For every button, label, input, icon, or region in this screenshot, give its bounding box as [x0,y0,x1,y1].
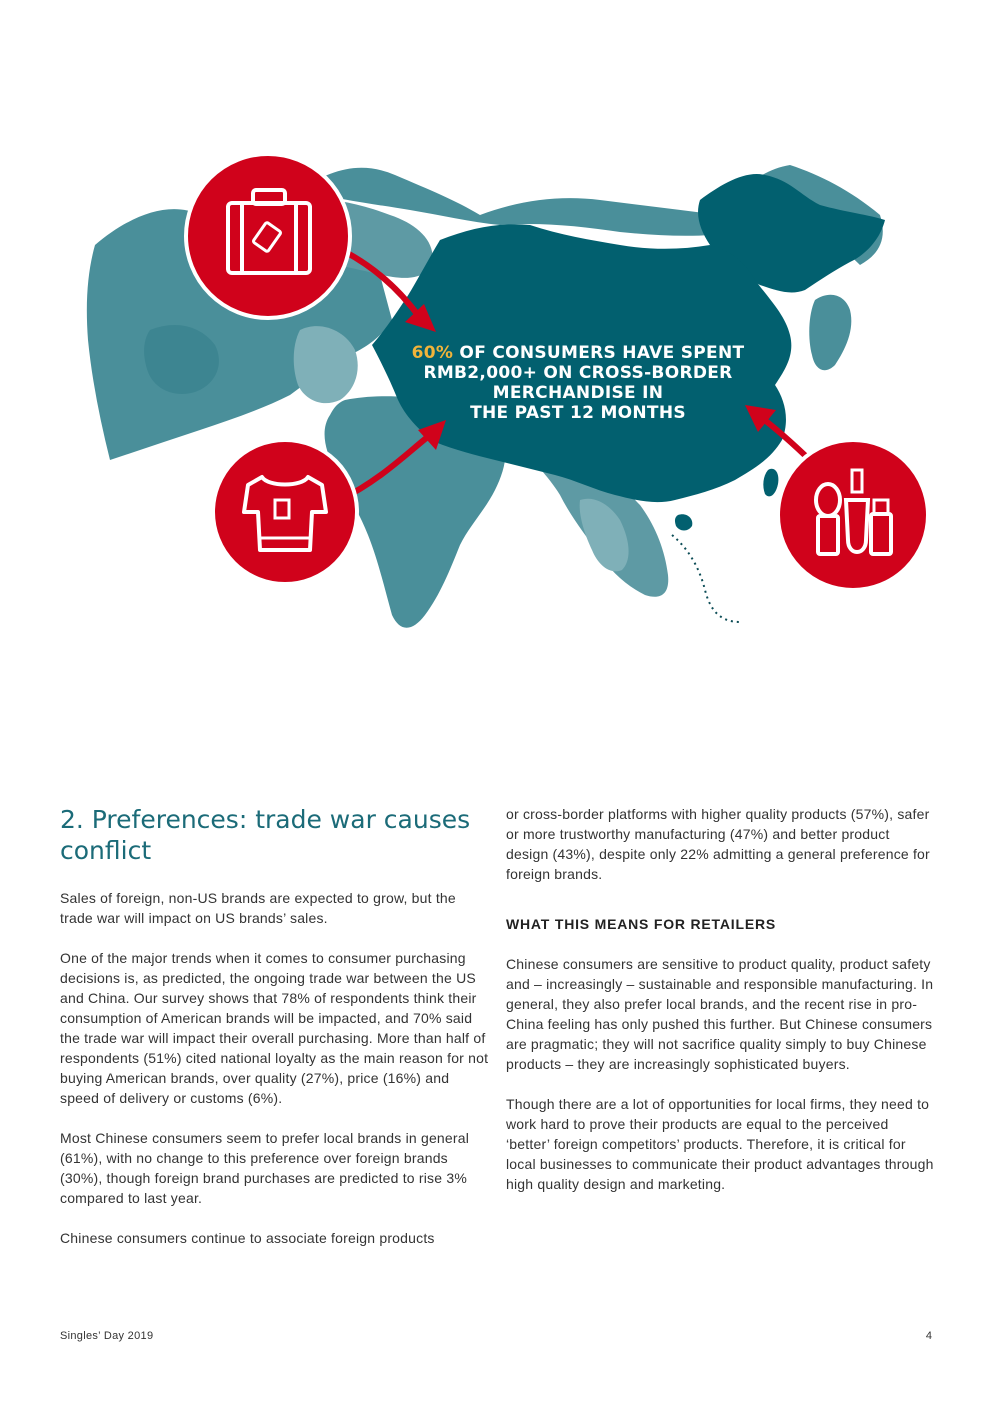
caption-line-2: RMB2,000+ ON CROSS-BORDER [423,363,733,383]
paragraph: Chinese consumers continue to associate foreign products [60,1230,435,1246]
map-region-taiwan [763,469,778,497]
section-heading: 2. Preferences: trade war causes conflict [60,805,471,865]
footer-title: Singles’ Day 2019 [60,1330,154,1342]
cosmetics-icon [778,440,928,590]
paragraph: Though there are a lot of opportunities for local firms, they need to work hard to prove their products are equal to the perceived ‘better’ foreign competitors’ products. Therefore, it is critical for local businesses to communicate their product advantages through high quality design and marketing. [506,1096,934,1192]
right-column [506,804,936,1214]
map-region-hainan [675,514,692,530]
paragraph: One of the major trends when it comes to consumer purchasing decisions is, as predicted, the ongoing trade war between the US and China. Our survey shows that 78% of respondents think their consumption of American brands will be impacted, and 70% said the trade war will impact their overall purchasing. More than half of respondents (51%) cited national loyalty as the main reason for not buying American brands, over quality (27%), price (16%) and speed of delivery or customs (6%). [60,950,489,1106]
caption-highlight: 60% [411,343,454,363]
caption-line-3: MERCHANDISE IN [492,383,664,403]
page-number: 4 [925,1330,932,1342]
caption-line-4: THE PAST 12 MONTHS [470,403,686,423]
map-caption [378,343,778,423]
paragraph: Sales of foreign, non-US brands are expected to grow, but the trade war will impact on US brands’ sales. [60,890,456,926]
left-column [60,804,490,1268]
paragraph: Most Chinese consumers seem to prefer local brands in general (61%), with no change to this preference over foreign brands (30%), though foreign brand purchases are predicted to rise 3% compared to last year. [60,1130,470,1206]
paragraph: or cross-border platforms with higher quality products (57%), safer or more trustworthy manufacturing (47%) and better product design (43%), despite only 22% admitting a general preference for foreign brands. [506,806,930,882]
tshirt-icon [213,440,357,584]
retailers-subheading: WHAT THIS MEANS FOR RETAILERS [506,916,777,932]
luggage-icon [186,154,350,318]
paragraph: Chinese consumers are sensitive to product quality, product safety and – increasingly – sustainable and responsible manufacturing. In general, they also prefer local brands, and the recent rise in pro-China feeling has only pushed this further. But Chinese consumers are pragmatic; they will not sacrifice quality simply to buy Chinese products – they are increasingly sophisticated buyers. [506,956,934,1072]
caption-line-1: OF CONSUMERS HAVE SPENT [453,343,745,363]
map-dotted-line [672,535,740,622]
map-region-korea-japan [809,295,851,370]
